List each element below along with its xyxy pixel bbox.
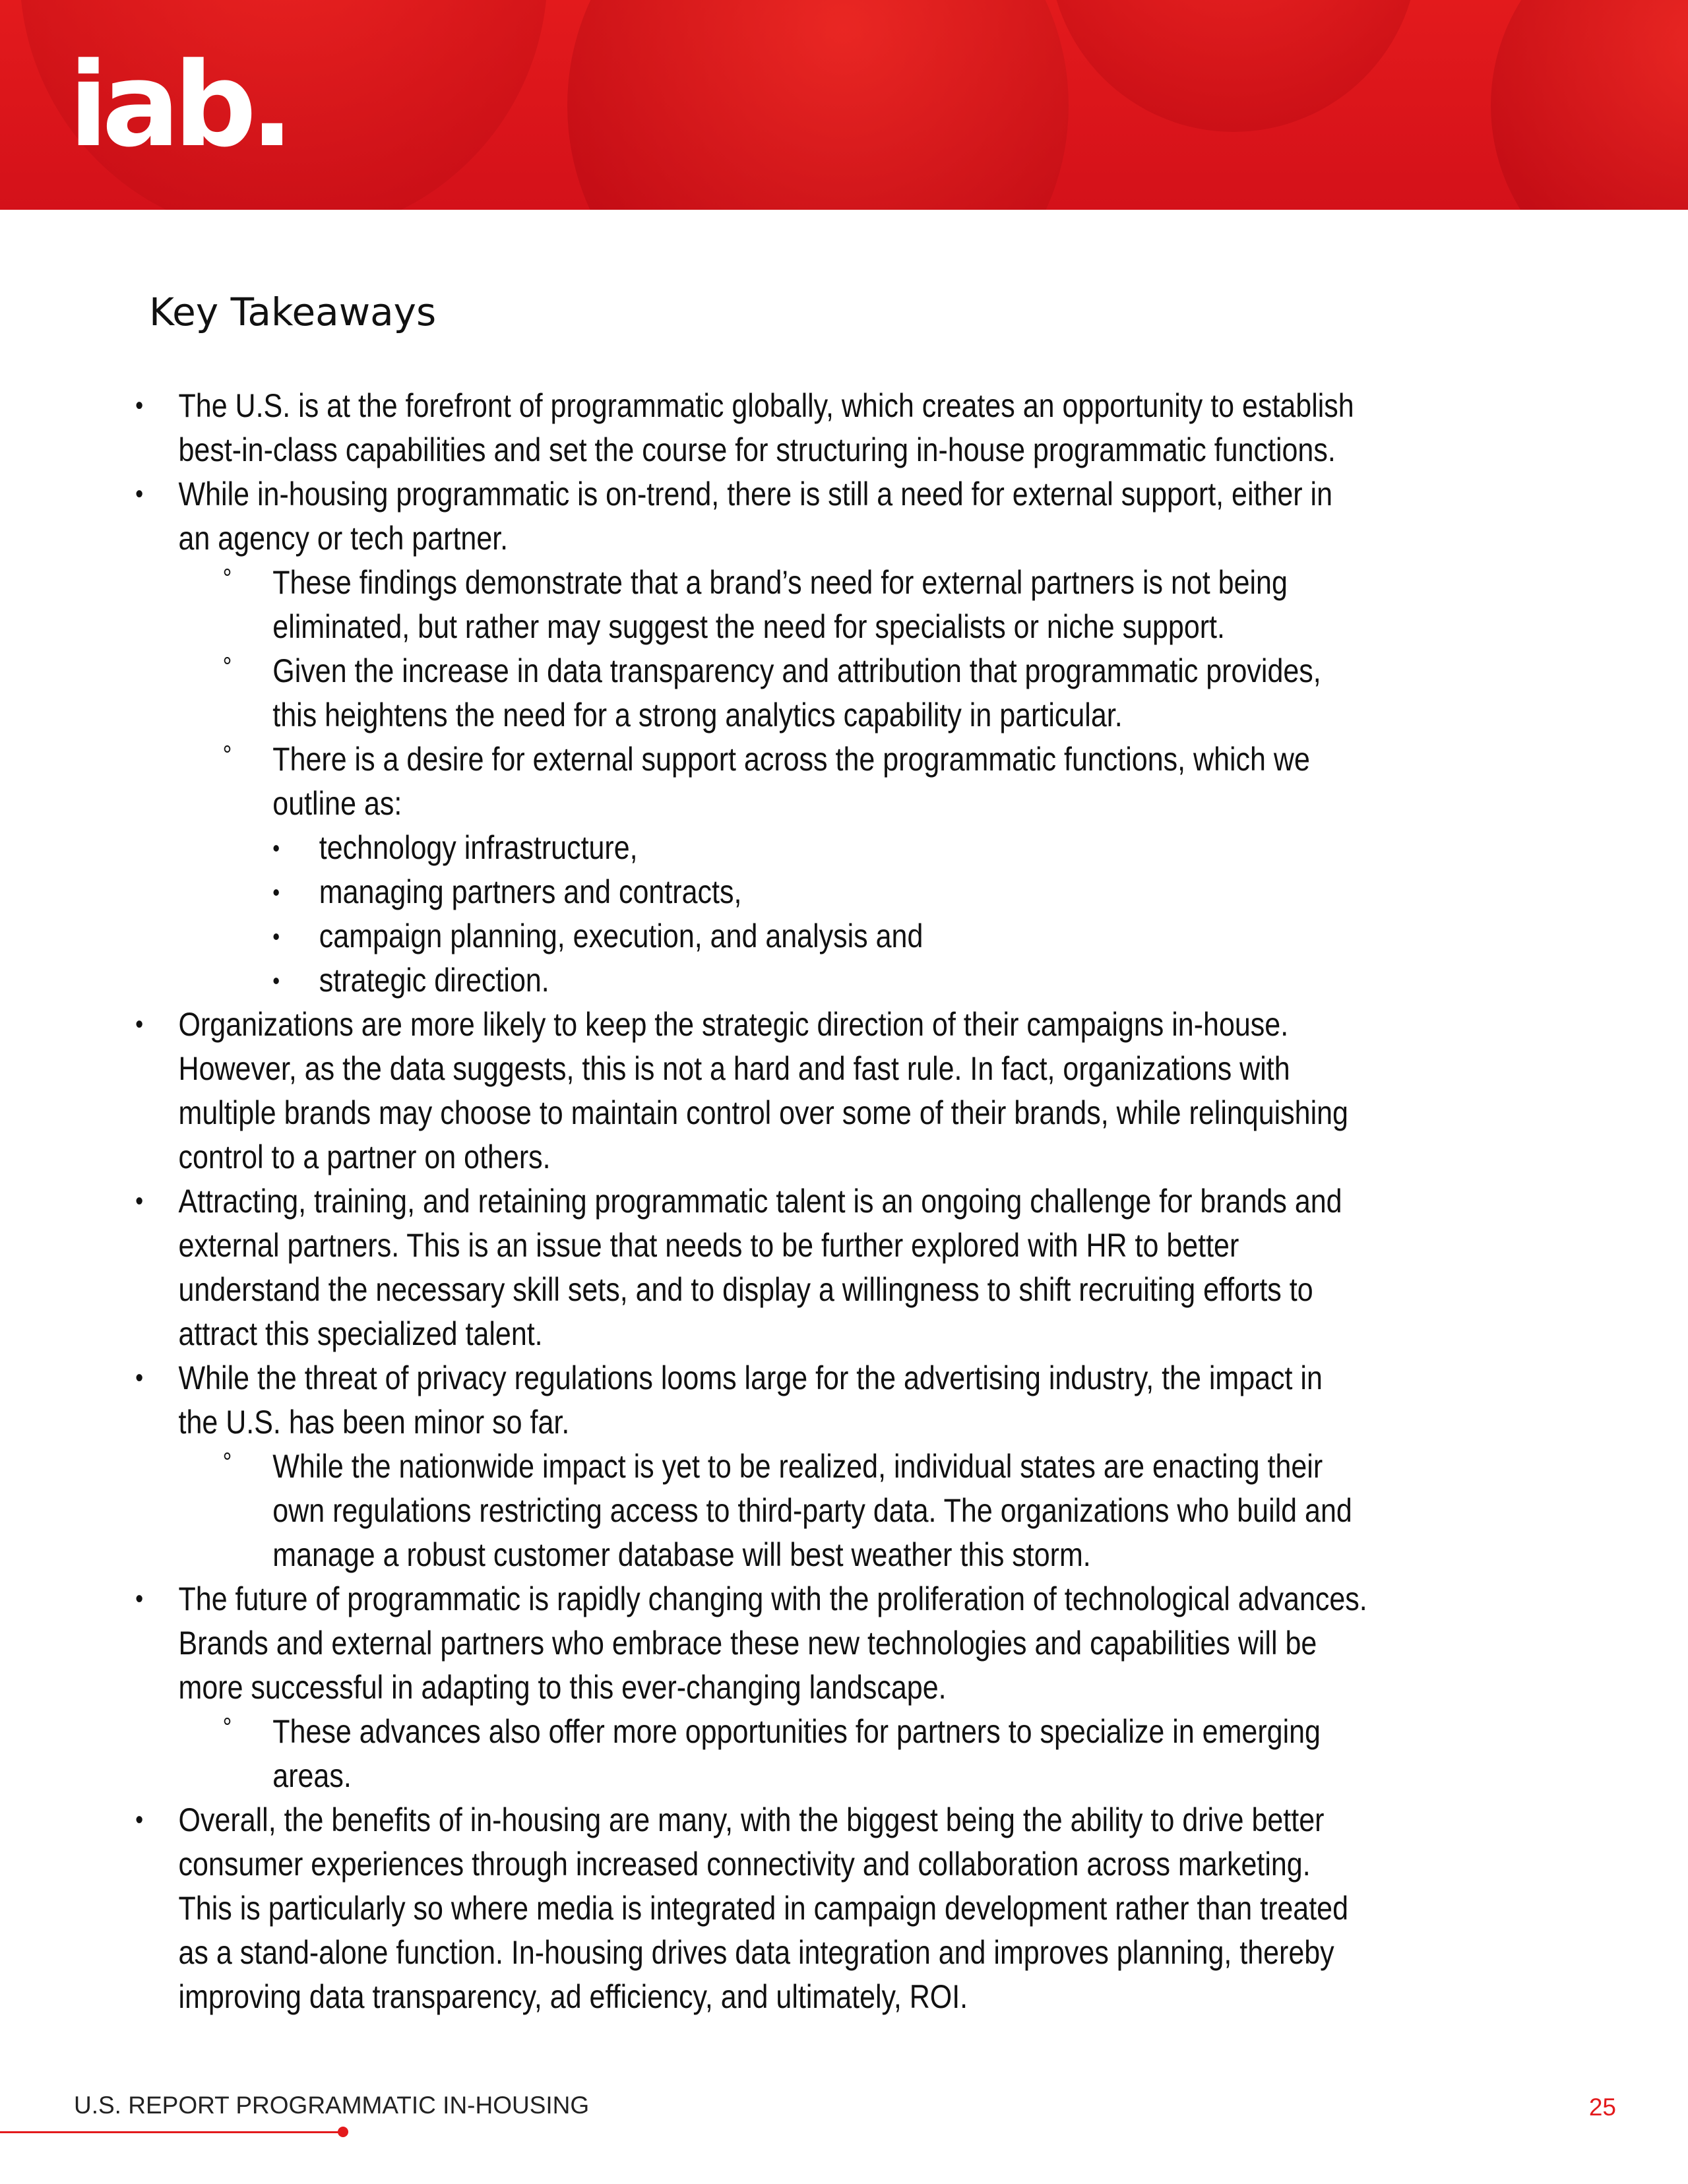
page-number: 25 <box>1588 2094 1616 2121</box>
takeaway-text: Attracting, training, and retaining programmatic talent is an ongoing challenge for brands and external partners. This is an issue that needs to be further explored with HR to better understand the necessary skill sets, and to display a willingness to shift recruiting efforts to attract this specialized talent. <box>178 1183 1342 1352</box>
header-banner <box>0 0 1688 210</box>
takeaway-text: These findings demonstrate that a brand’s need for external partners is not being eliminated, but rather may suggest the need for specialists or niche support. <box>272 564 1288 645</box>
bullet-marker: • <box>272 879 280 906</box>
takeaway-text: There is a desire for external support across the programmatic functions, which we outline as: <box>272 741 1310 822</box>
bullet-marker: • <box>135 1187 144 1216</box>
takeaway-item-level2 <box>132 561 1369 649</box>
takeaway-item-level2 <box>132 1710 1369 1798</box>
footer-report-label: U.S. REPORT PROGRAMMATIC IN-HOUSING <box>74 2092 590 2119</box>
takeaway-text: While in-housing programmatic is on-trend, there is still a need for external support, either in an agency or tech partner. <box>178 476 1333 557</box>
takeaway-item-level1 <box>132 1356 1369 1445</box>
takeaway-text: The future of programmatic is rapidly changing with the proliferation of technological advances. Brands and external partners who embrace these new technologies and capabilities will be more successful in adapting to this ever-changing landscape. <box>178 1580 1367 1706</box>
iab-logo: iab. <box>69 38 288 173</box>
bullet-marker: ° <box>222 564 232 593</box>
takeaways-list <box>132 384 1369 2019</box>
takeaway-text: Organizations are more likely to keep the strategic direction of their campaigns in-house. However, as the data suggests, this is not a hard and fast rule. In fact, organizations with multiple brands may choose to maintain control over some of their brands, while relinquishing control to a partner on others. <box>178 1006 1348 1175</box>
takeaway-item-level3 <box>132 958 1369 1003</box>
takeaway-item-level3 <box>132 826 1369 870</box>
takeaway-item-level1 <box>132 472 1369 561</box>
bullet-marker: ° <box>222 652 232 681</box>
takeaway-item-level1 <box>132 1577 1369 1710</box>
bullet-marker: • <box>135 1010 144 1039</box>
footer-dot <box>338 2127 348 2137</box>
takeaway-text: The U.S. is at the forefront of programmatic globally, which creates an opportunity to establish best-in-class capabilities and set the course for structuring in-house programmatic functions. <box>178 387 1354 468</box>
bullet-marker: ° <box>222 1448 232 1477</box>
takeaway-item-level1 <box>132 1798 1369 2019</box>
bullet-marker: ° <box>222 741 232 770</box>
takeaway-item-level1 <box>132 1179 1369 1356</box>
takeaway-item-level3 <box>132 914 1369 958</box>
takeaway-item-level2 <box>132 737 1369 826</box>
takeaway-text: technology infrastructure, <box>319 829 638 866</box>
bullet-marker: • <box>135 1363 144 1392</box>
takeaway-text: While the nationwide impact is yet to be realized, individual states are enacting their own regulations restricting access to third-party data. The organizations who build and manage a robust customer database will best weather this storm. <box>272 1448 1352 1573</box>
bullet-marker: • <box>135 480 144 509</box>
bullet-marker: ° <box>222 1713 232 1742</box>
takeaway-item-level1 <box>132 1003 1369 1179</box>
bullet-marker: • <box>135 1584 144 1613</box>
takeaway-text: Overall, the benefits of in-housing are many, with the biggest being the ability to drive better consumer experiences through increased connectivity and collaboration across marketing. This is particularly so where media is integrated in campaign development rather than treated as a stand-alone function. In-housing drives data integration and improves planning, thereby improving data transparency, ad efficiency, and ultimately, ROI. <box>178 1801 1349 2015</box>
bullet-marker: • <box>135 1805 144 1834</box>
takeaway-item-level1 <box>132 384 1369 472</box>
bullet-marker: • <box>272 967 280 994</box>
takeaway-text: strategic direction. <box>319 962 549 999</box>
section-title: Key Takeaways <box>149 290 437 334</box>
takeaway-text: campaign planning, execution, and analysis and <box>319 918 923 954</box>
takeaway-text: Given the increase in data transparency and attribution that programmatic provides, this heightens the need for a strong analytics capability in particular. <box>272 652 1321 733</box>
takeaway-text: While the threat of privacy regulations looms large for the advertising industry, the impact in the U.S. has been minor so far. <box>178 1359 1323 1441</box>
takeaway-item-level2 <box>132 649 1369 737</box>
bullet-marker: • <box>135 391 144 420</box>
takeaway-item-level3 <box>132 870 1369 914</box>
takeaway-text: These advances also offer more opportunities for partners to specialize in emerging areas. <box>272 1713 1321 1794</box>
takeaway-item-level2 <box>132 1445 1369 1577</box>
footer-divider <box>0 2131 344 2133</box>
bullet-marker: • <box>272 834 280 861</box>
takeaway-text: managing partners and contracts, <box>319 873 742 910</box>
bullet-marker: • <box>272 923 280 950</box>
